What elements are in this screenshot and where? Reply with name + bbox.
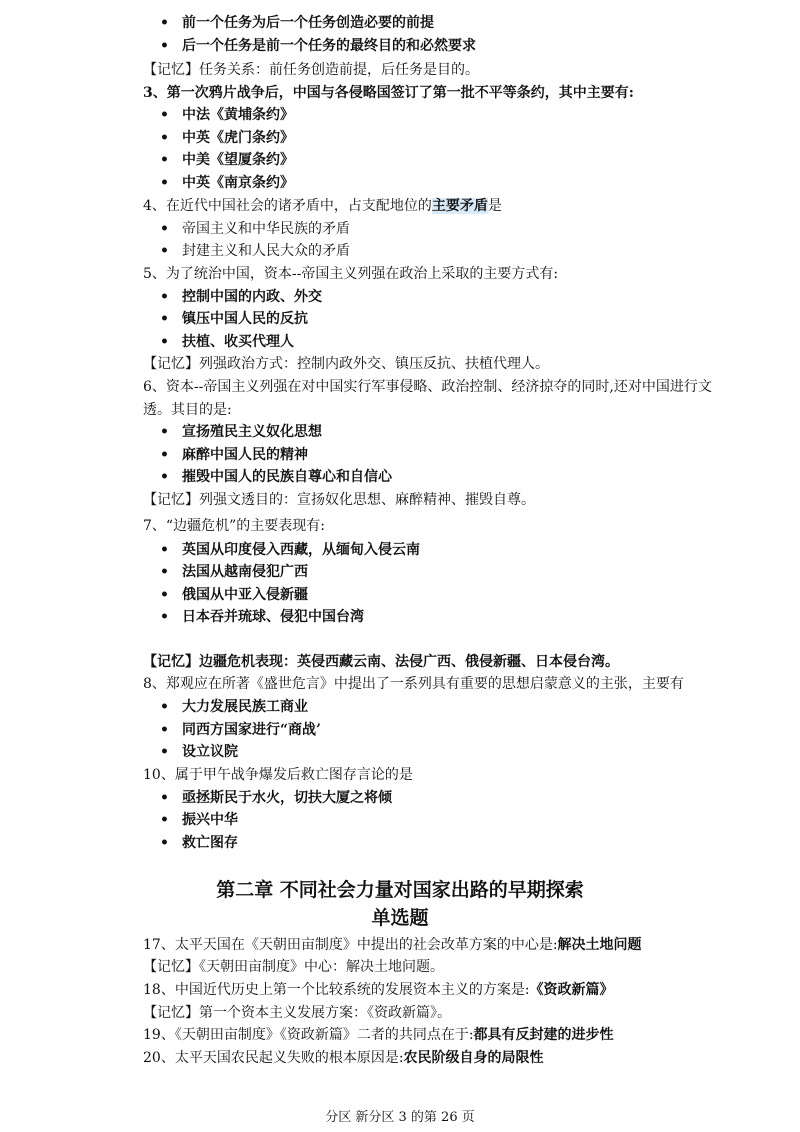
page-footer: 分区 新分区 3 的第 26 页	[325, 1110, 475, 1125]
question-7: 7、“边疆危机”的主要表现有:	[143, 518, 325, 534]
memo-line: 【记忆】第一个资本主义发展方案：《资政新篇》。	[143, 1005, 451, 1021]
question-6: 6、资本--帝国主义列强在对中国实行军事侵略、政治控制、经济掠夺的同时,还对中国进行文	[143, 379, 712, 395]
question-10: 10、属于甲午战争爆发后救亡图存言论的是	[143, 767, 413, 783]
bullet-icon: •	[160, 15, 169, 31]
question-6-cont: 透。其目的是:	[143, 402, 232, 418]
question-4: 4、在近代中国社会的诸矛盾中，占支配地位的主要矛盾是	[143, 198, 502, 214]
bullet-icon: •	[160, 334, 169, 350]
bullet-icon: •	[160, 469, 169, 485]
bullet-icon: •	[160, 130, 169, 146]
bullet-icon: •	[160, 812, 169, 828]
bullet-icon: •	[160, 835, 169, 851]
document-page: • 前一个任务为后一个任务创造必要的前提 • 后一个任务是前一个任务的最终目的和必然要求 【记忆】任务关系：前任务创造前提，后任务是目的。 3、第一次鸦片战争后，中国与各侵略国签订了第一批不平等条约，其中主要有: • 中法《黄埔条约》 • 中英《虎门条约》 • 中美《望厦条约》 • 中英《南京条约》 4、在近代中国社会的诸矛盾中，占支配地位的主要矛盾是 • 帝国主义和中华民族的矛盾 • 封建主义和人民大众的矛盾 5、为了统治中国，资本--帝国主义列强在政治上采取的主要方式有: • 控制中国的内政、外交 • 镇压中国人民的反抗 • 扶植、收买代理人 【记忆】列强政治方式：控制内政外交、镇压反抗、扶植代理人。 6、资本--帝国主义列强在对中国实行军事侵略、政治控制、经济掠夺的同时,还对中国进行文 透。其目的是: • 宣扬殖民主义奴化思想 • 麻醉中国人民的精神 • 摧毁中国人的民族自尊心和自信心 【记忆】列强文透目的：宣扬奴化思想、麻醉精神、摧毁自尊。 7、“边疆危机”的主要表现有: • 英国从印度侵入西藏，从缅甸入侵云南 • 法国从越南侵犯广西 • 俄国从中亚入侵新疆 • 日本吞并琉球、侵犯中国台湾 【记忆】边疆危机表现：英侵西藏云南、法侵广西、俄侵新疆、日本侵台湾。 8、郑观应在所著《盛世危言》中提出了一系列具有重要的思想启蒙意义的主张，主要有 • 大力发展民族工商业 • 同西方国家进行“商战’ • 设立议院 10、属于甲午战争爆发后救亡图存言论的是 • 亟拯斯民于水火，切扶大厦之将倾 • 振兴中华 • 救亡图存 第二章 不同社会力量对国家出路的早期探索 单选题 17、太平天国在《天朝田亩制度》中提出的社会改革方案的中心是:解决土地问题 【记忆】《天朝田亩制度》中心：解决土地问题。 18、中国近代历史上第一个比较系统的发展资本主义的方案是:《资政新篇》 【记忆】第一个资本主义发展方案：《资政新篇》。 19、《天朝田亩制度》《资政新篇》二者的共同点在于:都具有反封建的进步性 20、太平天国农民起义失败的根本原因是:农民阶级自身的局限性 分区 新分区 3 的第 26 页	[0, 0, 800, 1132]
question-18: 18、中国近代历史上第一个比较系统的发展资本主义的方案是:《资政新篇》	[143, 982, 614, 998]
section-subtitle: 单选题	[371, 907, 429, 929]
answer: 农民阶级自身的局限性	[403, 1050, 544, 1066]
question-3: 3、第一次鸦片战争后，中国与各侵略国签订了第一批不平等条约，其中主要有:	[143, 85, 634, 101]
bullet-icon: •	[160, 564, 169, 580]
bullet-icon: •	[160, 447, 169, 463]
bullet-icon: •	[160, 722, 169, 738]
highlighted-term: 主要矛盾	[431, 198, 488, 214]
question-20: 20、太平天国农民起义失败的根本原因是:农民阶级自身的局限性	[143, 1050, 544, 1066]
memo-line: 【记忆】边疆危机表现：英侵西藏云南、法侵广西、俄侵新疆、日本侵台湾。	[143, 654, 619, 670]
bullet-icon: •	[160, 175, 169, 191]
bullet-icon: •	[160, 744, 169, 760]
bullet-icon: •	[160, 424, 169, 440]
question-8: 8、郑观应在所著《盛世危言》中提出了一系列具有重要的思想启蒙意义的主张，主要有	[143, 676, 684, 692]
question-17: 17、太平天国在《天朝田亩制度》中提出的社会改革方案的中心是:解决土地问题	[143, 937, 642, 953]
chapter-title: 第二章 不同社会力量对国家出路的早期探索	[216, 879, 584, 901]
answer: 都具有反封建的进步性	[473, 1027, 614, 1043]
question-19: 19、《天朝田亩制度》《资政新篇》二者的共同点在于:都具有反封建的进步性	[143, 1027, 614, 1043]
answer: 解决土地问题	[557, 937, 642, 953]
bullet-icon: •	[160, 311, 169, 327]
question-5: 5、为了统治中国，资本--帝国主义列强在政治上采取的主要方式有:	[143, 266, 559, 282]
memo-line: 【记忆】任务关系：前任务创造前提，后任务是目的。	[143, 62, 479, 78]
memo-line: 【记忆】列强政治方式：控制内政外交、镇压反抗、扶植代理人。	[143, 356, 549, 372]
memo-line: 【记忆】列强文透目的：宣扬奴化思想、麻醉精神、摧毁自尊。	[143, 492, 535, 508]
bullet-icon: •	[160, 221, 169, 237]
bullet-icon: •	[160, 107, 169, 123]
bullet-icon: •	[160, 699, 169, 715]
bullet-icon: •	[160, 289, 169, 305]
answer: 《资政新篇》	[529, 982, 614, 998]
bullet-icon: •	[160, 243, 169, 259]
bullet-icon: •	[160, 38, 169, 54]
bullet-icon: •	[160, 609, 169, 625]
bullet-icon: •	[160, 152, 169, 168]
bullet-icon: •	[160, 587, 169, 603]
bullet-icon: •	[160, 542, 169, 558]
memo-line: 【记忆】《天朝田亩制度》中心：解决土地问题。	[143, 959, 444, 975]
bullet-icon: •	[160, 790, 169, 806]
